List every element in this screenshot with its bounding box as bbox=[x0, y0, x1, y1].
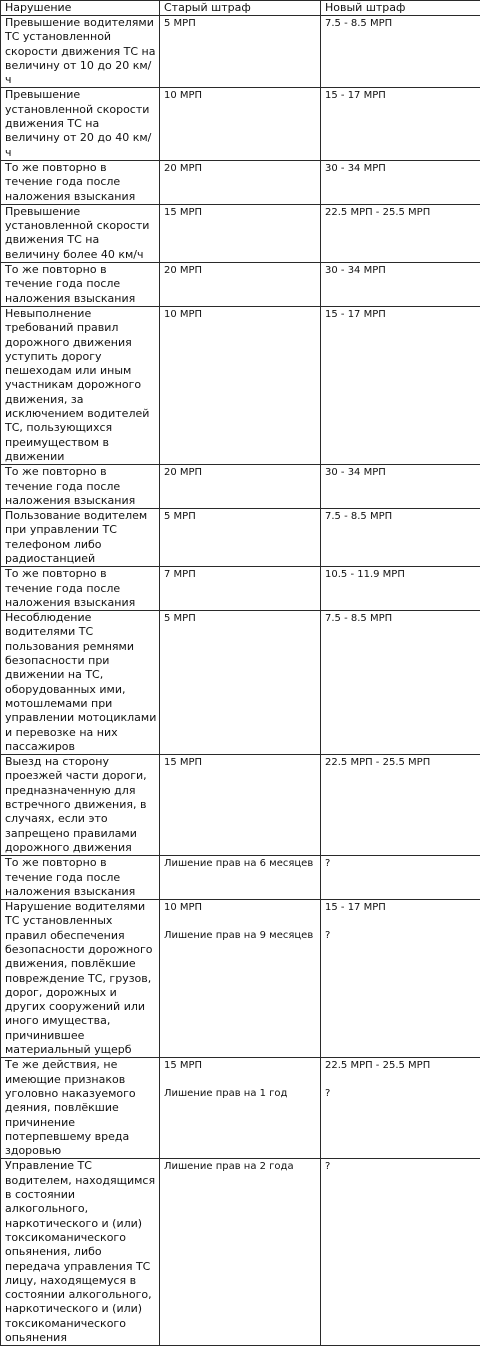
new-fine-cell bbox=[321, 306, 480, 464]
new-fine-value: ? bbox=[325, 1160, 478, 1174]
old-fine-value: 10 МРП bbox=[164, 89, 318, 103]
new-fine-value: 10.5 - 11.9 МРП bbox=[325, 568, 478, 582]
new-fine-cell bbox=[321, 567, 480, 611]
table-row bbox=[1, 755, 480, 856]
new-fine-value: 22.5 МРП - 25.5 МРП bbox=[325, 206, 478, 220]
table-row bbox=[1, 1159, 480, 1346]
table-row bbox=[1, 611, 480, 755]
old-fine-value: Лишение прав на 2 года bbox=[164, 1160, 318, 1174]
old-fine-cell bbox=[160, 755, 321, 856]
new-fine-value: ? bbox=[325, 929, 478, 943]
new-fine-value: 30 - 34 МРП bbox=[325, 162, 478, 176]
old-fine-value: Лишение прав на 9 месяцев bbox=[164, 929, 318, 943]
column-header-old-fine: Старый штраф bbox=[160, 1, 321, 16]
violation-cell: Несоблюдение водителями ТС пользования ремнями безопасности при движении на ТС, оборудованных ими, мотошлемами при управлении мотоциклами и перевозке на них пассажиров bbox=[1, 611, 160, 755]
old-fine-value: 5 МРП bbox=[164, 612, 318, 626]
old-fine-value: 15 МРП bbox=[164, 1059, 318, 1073]
old-fine-cell bbox=[160, 611, 321, 755]
old-fine-value: 10 МРП bbox=[164, 308, 318, 322]
new-fine-cell bbox=[321, 160, 480, 204]
new-fine-cell bbox=[321, 16, 480, 88]
violation-cell: Превышение установленной скорости движения ТС на величину более 40 км/ч bbox=[1, 204, 160, 262]
new-fine-cell bbox=[321, 263, 480, 307]
new-fine-cell bbox=[321, 204, 480, 262]
new-fine-value: 7.5 - 8.5 МРП bbox=[325, 612, 478, 626]
old-fine-value: 5 МРП bbox=[164, 17, 318, 31]
new-fine-cell bbox=[321, 88, 480, 160]
table-row bbox=[1, 900, 480, 1058]
old-fine-cell bbox=[160, 1159, 321, 1346]
old-fine-cell bbox=[160, 263, 321, 307]
new-fine-value: 30 - 34 МРП bbox=[325, 264, 478, 278]
violation-cell: Управление ТС водителем, находящимся в состоянии алкогольного, наркотического и (или) токсикоманического опьянения, либо передача управления ТС лицу, находящемуся в состоянии алкогольного, наркотического и (или) токсикоманического опьянения bbox=[1, 1159, 160, 1346]
old-fine-cell bbox=[160, 306, 321, 464]
new-fine-cell bbox=[321, 900, 480, 1058]
old-fine-value: 7 МРП bbox=[164, 568, 318, 582]
old-fine-value: Лишение прав на 1 год bbox=[164, 1087, 318, 1101]
table-row bbox=[1, 204, 480, 262]
violation-cell: То же повторно в течение года после наложения взыскания bbox=[1, 465, 160, 509]
new-fine-cell bbox=[321, 1159, 480, 1346]
old-fine-cell bbox=[160, 88, 321, 160]
old-fine-value: 15 МРП bbox=[164, 206, 318, 220]
new-fine-value: 15 - 17 МРП bbox=[325, 901, 478, 915]
old-fine-cell bbox=[160, 160, 321, 204]
violation-cell: Превышение установленной скорости движения ТС на величину от 20 до 40 км/ч bbox=[1, 88, 160, 160]
old-fine-cell bbox=[160, 204, 321, 262]
violation-cell: Те же действия, не имеющие признаков уголовно наказуемого деяния, повлёкшие причинение потерпевшему вреда здоровью bbox=[1, 1058, 160, 1159]
table-row bbox=[1, 88, 480, 160]
new-fine-value: 22.5 МРП - 25.5 МРП bbox=[325, 1059, 478, 1073]
new-fine-value: 22.5 МРП - 25.5 МРП bbox=[325, 756, 478, 770]
table-row bbox=[1, 509, 480, 567]
new-fine-value: ? bbox=[325, 857, 478, 871]
old-fine-value: 15 МРП bbox=[164, 756, 318, 770]
old-fine-cell bbox=[160, 465, 321, 509]
new-fine-cell bbox=[321, 755, 480, 856]
new-fine-value: 15 - 17 МРП bbox=[325, 89, 478, 103]
old-fine-cell bbox=[160, 856, 321, 900]
new-fine-value: ? bbox=[325, 1087, 478, 1101]
new-fine-cell bbox=[321, 465, 480, 509]
violation-cell: Выезд на сторону проезжей части дороги, предназначенную для встречного движения, в случаях, если это запрещено правилами дорожного движения bbox=[1, 755, 160, 856]
old-fine-value: 20 МРП bbox=[164, 162, 318, 176]
violation-cell: Нарушение водителями ТС установленных правил обеспечения безопасности дорожного движения, повлёкшие повреждение ТС, грузов, дорог, дорожных и других сооружений или иного имущества, причинившее материальный ущерб bbox=[1, 900, 160, 1058]
old-fine-cell bbox=[160, 509, 321, 567]
old-fine-value: 5 МРП bbox=[164, 510, 318, 524]
table-row bbox=[1, 16, 480, 88]
table-row bbox=[1, 465, 480, 509]
old-fine-value: 10 МРП bbox=[164, 901, 318, 915]
old-fine-cell bbox=[160, 567, 321, 611]
old-fine-cell bbox=[160, 900, 321, 1058]
table-row bbox=[1, 160, 480, 204]
violation-cell: То же повторно в течение года после наложения взыскания bbox=[1, 160, 160, 204]
new-fine-value: 15 - 17 МРП bbox=[325, 308, 478, 322]
violation-cell: То же повторно в течение года после наложения взыскания bbox=[1, 567, 160, 611]
violation-cell: Пользование водителем при управлении ТС телефоном либо радиостанцией bbox=[1, 509, 160, 567]
old-fine-value: 20 МРП bbox=[164, 264, 318, 278]
new-fine-value: 7.5 - 8.5 МРП bbox=[325, 510, 478, 524]
old-fine-cell bbox=[160, 16, 321, 88]
new-fine-cell bbox=[321, 509, 480, 567]
new-fine-cell bbox=[321, 611, 480, 755]
violation-cell: То же повторно в течение года после наложения взыскания bbox=[1, 856, 160, 900]
new-fine-cell bbox=[321, 856, 480, 900]
violation-cell: То же повторно в течение года после наложения взыскания bbox=[1, 263, 160, 307]
old-fine-cell bbox=[160, 1058, 321, 1159]
old-fine-value: 20 МРП bbox=[164, 466, 318, 480]
column-header-new-fine: Новый штраф bbox=[321, 1, 480, 16]
column-header-violation: Нарушение bbox=[1, 1, 160, 16]
new-fine-value: 30 - 34 МРП bbox=[325, 466, 478, 480]
table-row bbox=[1, 1058, 480, 1159]
new-fine-cell bbox=[321, 1058, 480, 1159]
new-fine-value: 7.5 - 8.5 МРП bbox=[325, 17, 478, 31]
old-fine-value: Лишение прав на 6 месяцев bbox=[164, 857, 318, 871]
table-row bbox=[1, 263, 480, 307]
table-row bbox=[1, 856, 480, 900]
violation-cell: Превышение водителями ТС установленной скорости движения ТС на величину от 10 до 20 км/ч bbox=[1, 16, 160, 88]
violation-cell: Невыполнение требований правил дорожного движения уступить дорогу пешеходам или иным участникам дорожного движения, за исключением водителей ТС, пользующихся преимуществом в движении bbox=[1, 306, 160, 464]
table-header-row bbox=[1, 1, 480, 16]
table-row bbox=[1, 567, 480, 611]
table-row bbox=[1, 306, 480, 464]
